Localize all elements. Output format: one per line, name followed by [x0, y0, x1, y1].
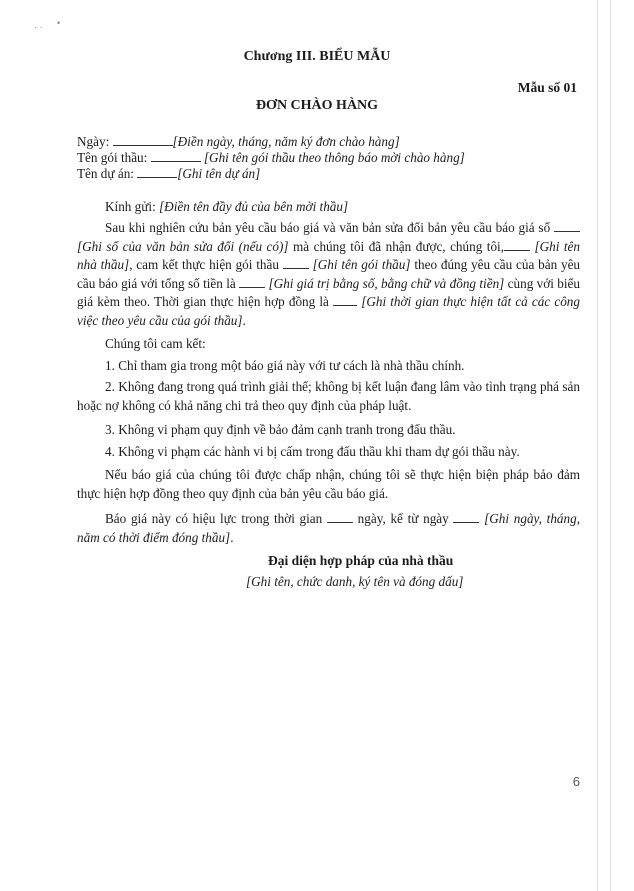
project-hint: [Ghi tên dự án]	[177, 166, 261, 181]
blank-line	[113, 133, 173, 146]
package-label: Tên gói thầu:	[77, 150, 148, 165]
scan-edge-line	[610, 0, 611, 891]
blank-line	[239, 275, 265, 288]
commitment-item: 4. Không vi phạm các hành vi bị cấm trong đấu thầu khi tham dự gói thầu này.	[105, 444, 520, 459]
date-line	[77, 133, 400, 150]
paragraph-offer	[77, 219, 580, 330]
blank-line	[283, 256, 309, 269]
offer-hint: [Ghi tên nhà thầu]	[77, 238, 581, 272]
scan-edge-line	[597, 0, 598, 891]
project-line	[77, 165, 260, 182]
package-hint: [Ghi tên gói thầu theo thông báo mời chào hàng]	[203, 150, 465, 165]
offer-hint: [Ghi giá trị bằng số, bằng chữ và đồng tiền]	[268, 275, 505, 291]
offer-text: , cam kết thực hiện gói thầu	[129, 257, 283, 272]
package-line	[77, 149, 465, 166]
signature-note: [Ghi tên, chức danh, ký tên và đóng dấu]	[246, 574, 464, 589]
scan-speck: •	[57, 18, 61, 28]
date-label: Ngày:	[77, 134, 110, 149]
paragraph-validity	[77, 510, 580, 547]
blank-line	[137, 165, 177, 178]
signature-title: Đại diện hợp pháp của nhà thầu	[268, 553, 454, 568]
salutation-label: Kính gửi:	[105, 199, 156, 214]
offer-text: cùng với biểu giá kèm theo. Thời gian thực hiện hợp đồng là	[77, 275, 580, 309]
blank-line	[327, 510, 353, 523]
offer-hint: [Ghi thời gian thực hiện tất cả các công việc theo yêu cầu của gói thầu]	[77, 294, 580, 328]
validity-text: ngày, kể từ ngày	[352, 511, 454, 526]
validity-text: Báo giá này có hiệu lực trong thời gian	[105, 511, 327, 526]
offer-text: .	[242, 312, 246, 328]
commitment-item: 1. Chỉ tham gia trong một báo giá này với tư cách là nhà thầu chính.	[105, 358, 465, 373]
offer-text: mà chúng tôi đã nhận được, chúng tôi,	[288, 238, 505, 254]
commitment-item: 3. Không vi phạm quy định về bảo đảm cạnh tranh trong đấu thầu.	[105, 422, 456, 437]
form-number: Mẫu số 01	[517, 80, 577, 95]
blank-line	[554, 219, 580, 232]
date-hint: [Điền ngày, tháng, năm ký đơn chào hàng]	[172, 134, 400, 149]
scan-speck: · ·	[34, 22, 43, 32]
offer-text: Sau khi nghiên cứu bản yêu cầu báo giá và văn bản sửa đổi bản yêu cầu báo giá số	[105, 220, 554, 235]
blank-line	[333, 293, 357, 306]
validity-text: .	[230, 529, 234, 545]
offer-text: theo đúng yêu cầu của bản yêu cầu báo giá với tổng số tiền là	[77, 257, 581, 291]
salutation-hint: [Điền tên đầy đủ của bên mời thầu]	[159, 199, 349, 214]
project-label: Tên dự án:	[77, 166, 134, 181]
paragraph-acceptance: Nếu báo giá của chúng tôi được chấp nhận, chúng tôi sẽ thực hiện biện pháp bảo đảm thực hiện hợp đồng theo quy định của bản yêu cầu báo giá.	[77, 467, 580, 501]
blank-line	[504, 238, 530, 251]
blank-line	[151, 149, 201, 162]
blank-line	[453, 510, 479, 523]
salutation	[105, 199, 348, 215]
page-number: 6	[572, 774, 580, 789]
offer-hint: [Ghi tên gói thầu]	[312, 257, 411, 272]
commitment-intro: Chúng tôi cam kết:	[105, 336, 206, 351]
chapter-heading: Chương III. BIỂU MẪU	[243, 49, 391, 64]
document-title: ĐƠN CHÀO HÀNG	[255, 98, 379, 113]
validity-hint: [Ghi ngày, tháng, năm có thời điểm đóng thầu]	[77, 511, 581, 545]
commitment-item: 2. Không đang trong quá trình giải thể; không bị kết luận đang lâm vào tình trạng phá sản hoặc nợ không có khả năng chi trả theo quy định của pháp luật.	[77, 379, 580, 413]
offer-hint: [Ghi số của văn bản sửa đổi (nếu có)]	[77, 238, 289, 254]
